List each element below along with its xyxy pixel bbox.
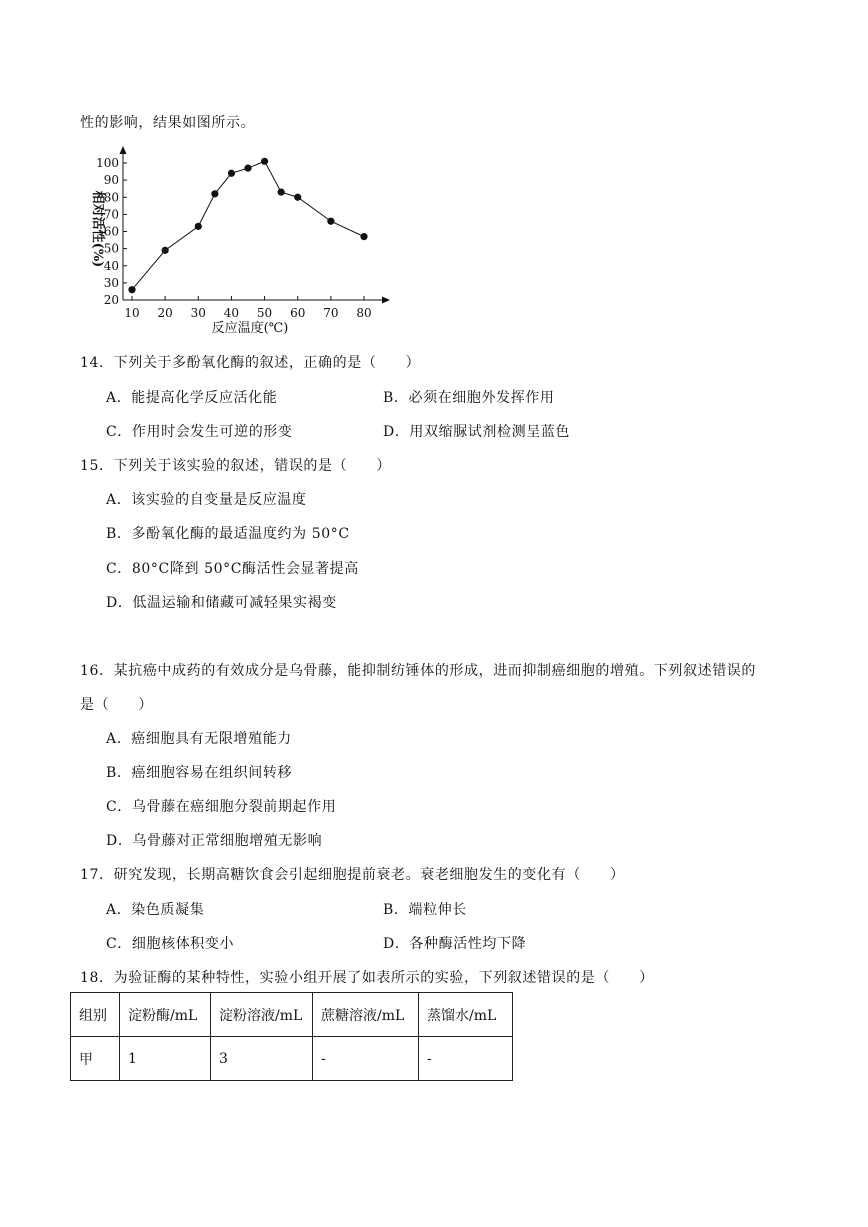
y-tick-label: 80: [103, 190, 119, 205]
q17-option-c: C．细胞核体积变小: [106, 936, 235, 952]
y-tick-label: 90: [103, 173, 119, 188]
x-axis-arrow: [382, 297, 390, 304]
x-tick-label: 60: [290, 306, 306, 320]
q15-option-a: A．该实验的自变量是反应温度: [106, 492, 307, 508]
table-header-cell: 组别: [71, 993, 120, 1037]
y-tick-label: 20: [103, 293, 119, 307]
data-point: [261, 158, 268, 165]
y-tick-label: 70: [103, 207, 119, 222]
y-axis-label: 相对活性(%): [90, 190, 105, 268]
table-header-row: [71, 993, 513, 1037]
data-point: [278, 189, 285, 196]
q16-option-d: D．乌骨藤对正常细胞增殖无影响: [106, 833, 323, 849]
data-point: [228, 170, 235, 177]
y-tick-label: 100: [96, 156, 119, 170]
data-point: [244, 165, 251, 172]
q14-option-b: B．必须在细胞外发挥作用: [383, 390, 555, 406]
data-point: [327, 218, 334, 225]
x-tick-label: 70: [323, 306, 339, 320]
series: [128, 158, 367, 294]
y-tick-label: 30: [103, 275, 119, 290]
table-header-cell: 淀粉酶/mL: [120, 993, 211, 1037]
y-axis-arrow: [120, 146, 127, 154]
table-cell: 1: [120, 1037, 211, 1081]
q15-option-d: D．低温运输和储藏可减轻果实褐变: [106, 595, 337, 611]
y-tick-label: 60: [103, 224, 119, 239]
q15-option-c: C．80°C降到 50°C酶活性会显著提高: [106, 561, 359, 577]
series-line: [132, 161, 364, 289]
q16-option-b: B．癌细胞容易在组织间转移: [106, 765, 293, 781]
q18-table: [70, 992, 513, 1081]
x-tick-label: 40: [223, 306, 240, 320]
x-tick-label: 30: [190, 306, 206, 320]
activity-temperature-chart: [70, 140, 400, 340]
q15-option-b: B．多酚氧化酶的最适温度约为 50°C: [106, 526, 350, 542]
table-cell: -: [313, 1037, 419, 1081]
q14-option-c: C．作用时会发生可逆的形变: [106, 424, 293, 440]
data-point: [195, 223, 202, 230]
q15-stem: 15．下列关于该实验的叙述，错误的是（ ）: [80, 458, 392, 474]
table-header-cell: 淀粉溶液/mL: [211, 993, 313, 1037]
data-point: [360, 233, 367, 240]
x-tick-label: 80: [356, 306, 372, 320]
table-header-cell: 蔗糖溶液/mL: [313, 993, 419, 1037]
table-cell: -: [419, 1037, 513, 1081]
table-header-cell: 蒸馏水/mL: [419, 993, 513, 1037]
q16-stem-line1: 16．某抗癌中成药的有效成分是乌骨藤，能抑制纺锤体的形成，进而抑制癌细胞的增殖。下列叙述错误的: [80, 663, 757, 679]
x-axis-label: 反应温度(℃): [211, 321, 289, 336]
q17-option-b: B．端粒伸长: [383, 902, 467, 918]
y-tick-label: 40: [103, 258, 119, 273]
chart-axes: [120, 146, 391, 304]
q16-stem-line2: 是（ ）: [80, 697, 153, 713]
x-tick-label: 50: [256, 306, 273, 320]
x-tick-label: 10: [124, 306, 140, 320]
y-tick-label: 50: [103, 241, 119, 256]
table-row: [71, 1037, 513, 1081]
x-tick-label: 20: [157, 306, 173, 320]
intro-text: 性的影响，结果如图所示。: [80, 115, 256, 131]
table-cell: 3: [211, 1037, 313, 1081]
q17-option-a: A．染色质凝集: [106, 902, 205, 918]
q18-stem: 18．为验证酶的某种特性，实验小组开展了如表所示的实验，下列叙述错误的是（ ）: [80, 970, 654, 986]
q14-stem: 14．下列关于多酚氧化酶的叙述，正确的是（ ）: [80, 355, 421, 371]
q16-option-a: A．癌细胞具有无限增殖能力: [106, 731, 292, 747]
table-cell: 甲: [71, 1037, 120, 1081]
q17-stem: 17．研究发现，长期高糖饮食会引起细胞提前衰老。衰老细胞发生的变化有（ ）: [80, 867, 625, 883]
data-point: [294, 194, 301, 201]
data-point: [162, 247, 169, 254]
data-point: [211, 190, 218, 197]
data-point: [128, 286, 135, 293]
q14-option-d: D．用双缩脲试剂检测呈蓝色: [383, 424, 571, 440]
q16-option-c: C．乌骨藤在癌细胞分裂前期起作用: [106, 799, 337, 815]
q14-option-a: A．能提高化学反应活化能: [106, 390, 278, 406]
q17-option-d: D．各种酶活性均下降: [383, 936, 527, 952]
